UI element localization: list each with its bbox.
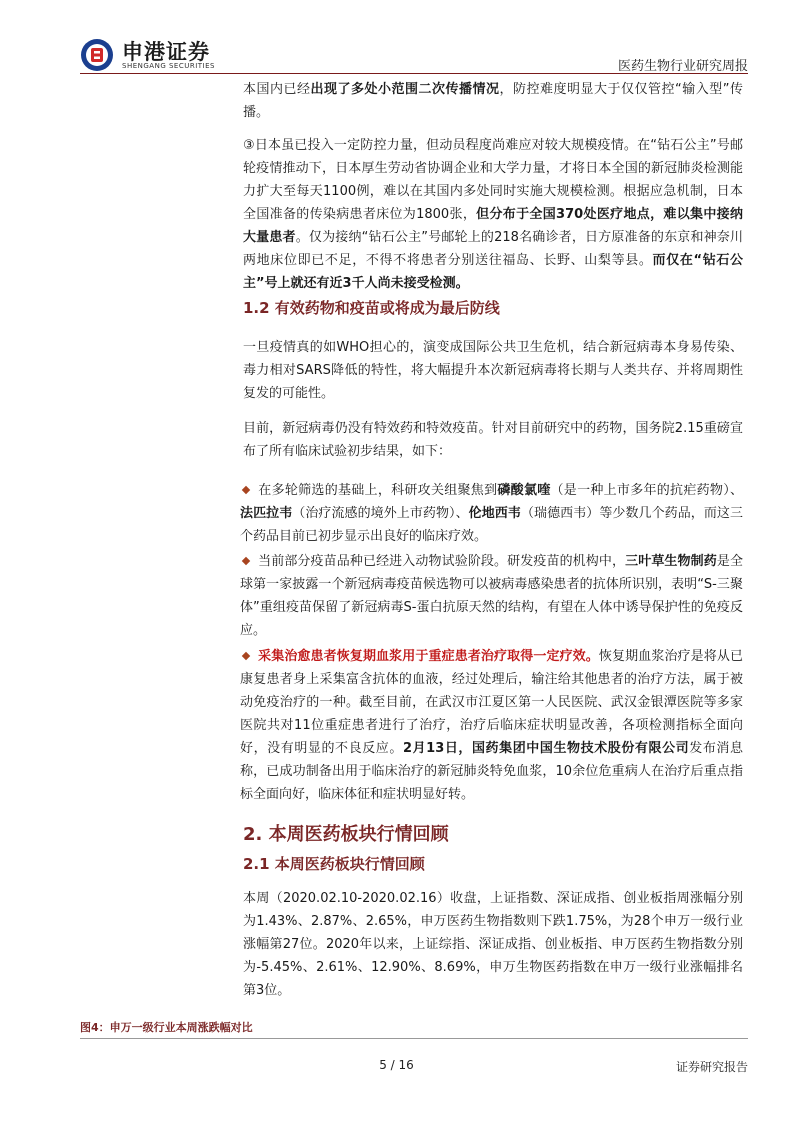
text-run: 目前，新冠病毒仍没有特效药和特效疫苗。针对目前研究中的药物，国务院2.15重磅宣布了所有临床试验初步结果，如下： (243, 421, 743, 459)
text-run: （瑞德西韦）等少数几个药品，而这三个药品目前已初步显示出良好的临床疗效。 (240, 506, 743, 544)
text-run: （治疗流感的境外上市药物）、 (292, 506, 469, 521)
logo-english: SHENGANG SECURITIES (122, 62, 215, 70)
text-run: 恢复期血浆治疗是将从已康复患者身上采集富含抗体的血液，经过处理后，输注给其他患者的治疗方法，属于被动免疫治疗的一种。截至目前，在武汉市江夏区第一人民医院、武汉金银潭医院等多家医院共对11位重症患者进行了治疗，治疗后临床症状明显改善，各项检测指标全面向好，没有明显的不良反应。 (240, 649, 743, 756)
bullet-icon (242, 651, 250, 659)
figure-divider (80, 1038, 748, 1039)
bold-text: 而仅在“钻石公主”号上就还有近3千人尚未接受检测。 (243, 253, 743, 291)
text-run: 。仅为接纳“钻石公主”号邮轮上的218名确诊者，日方原准备的东京和神奈川两地床位即已不足，不得不将患者分别送往福岛、长野、山梨等县。 (243, 230, 743, 268)
list-item (240, 479, 743, 548)
bold-text: 出现了多处小范围二次传播情况 (310, 82, 500, 97)
text-run: 当前部分疫苗品种已经进入动物试验阶段。研发疫苗的机构中， (258, 554, 626, 569)
highlight-text: 采集治愈患者恢复期血浆用于重症患者治疗取得一定疗效。 (258, 649, 599, 664)
shengang-logo-icon (80, 38, 114, 72)
text-run: 是全球第一家披露一个新冠病毒疫苗候选物可以被病毒感染患者的抗体所识别，表明“S-三聚体”重组疫苗保留了新冠病毒S-蛋白抗原天然的结构，有望在人体中诱导保护性的免疫反应。 (240, 554, 743, 638)
bullet-icon (242, 485, 250, 493)
bold-text: 法匹拉韦 (240, 506, 293, 521)
bold-text: 三叶草生物制药 (625, 554, 717, 569)
section-heading: 1.2 有效药物和疫苗或将成为最后防线 (243, 299, 500, 317)
text-run: （是一种上市多年的抗疟药物）、 (550, 483, 743, 498)
bold-text: 但分布于全国370处医疗地点，难以集中接纳大量患者 (243, 207, 743, 245)
list-item (240, 645, 743, 806)
bold-text: 磷酸氯喹 (497, 483, 551, 498)
page-number: 5 / 16 (379, 1058, 414, 1072)
text-run: 一旦疫情真的如WHO担心的，演变成国际公共卫生危机，结合新冠病毒本身易传染、毒力相对SARS降低的特性，将大幅提升本次新冠病毒将长期与人类共存、并将周期性复发的可能性。 (243, 340, 743, 401)
text-run: 发布消息称，已成功制备出用于临床治疗的新冠肺炎特免血浆，10余位危重病人在治疗后重点指标全面向好，临床体征和症状明显好转。 (240, 741, 743, 802)
text-run: ，防控难度明显大于仅仅管控“输入型”传播。 (243, 82, 743, 120)
footer-label: 证券研究报告 (675, 1060, 748, 1074)
text-run: 在多轮筛选的基础上，科研攻关组聚焦到 (258, 483, 498, 498)
header-divider (80, 73, 748, 74)
bullet-icon (242, 556, 250, 564)
text-run: 本国内已经 (243, 82, 311, 97)
paragraph (243, 134, 743, 295)
list-item (240, 550, 743, 642)
paragraph (243, 336, 743, 405)
figure-caption: 图4：申万一级行业本周涨跌幅对比 (80, 1021, 253, 1034)
bold-text: 伦地西韦 (468, 506, 521, 521)
text-run: 本周（2020.02.10-2020.02.16）收盘，上证指数、深证成指、创业板指周涨幅分别为1.43%、2.87%、2.65%，申万医药生物指数则下跌1.75%，为28个申万一级行业涨幅第27位。2020年以来，上证综指、深证成指、创业板指、申万医药生物指数分别为-5.45%、2.61%、12.90%、8.69%，申万生物医药指数在申万一级行业涨幅排名第3位。 (243, 891, 743, 998)
bold-text: 2月13日，国药集团中国生物技术股份有限公司 (402, 741, 690, 756)
chapter-heading: 2. 本周医药板块行情回顾 (243, 824, 449, 845)
paragraph (243, 417, 743, 463)
report-title: 医药生物行业研究周报 (617, 59, 748, 74)
logo-name: 申港证券 (122, 40, 210, 64)
paragraph (243, 78, 743, 124)
text-run: ③日本虽已投入一定防控力量，但动员程度尚难应对较大规模疫情。在“钻石公主”号邮轮疫情推动下，日本厚生劳动省协调企业和大学力量，才将日本全国的新冠肺炎检测能力扩大至每天1100例，难以在其国内多处同时实施大规模检测。根据应急机制，日本全国准备的传染病患者床位为1800张， (243, 138, 743, 222)
paragraph (243, 887, 743, 1002)
section-heading: 2.1 本周医药板块行情回顾 (243, 855, 425, 873)
